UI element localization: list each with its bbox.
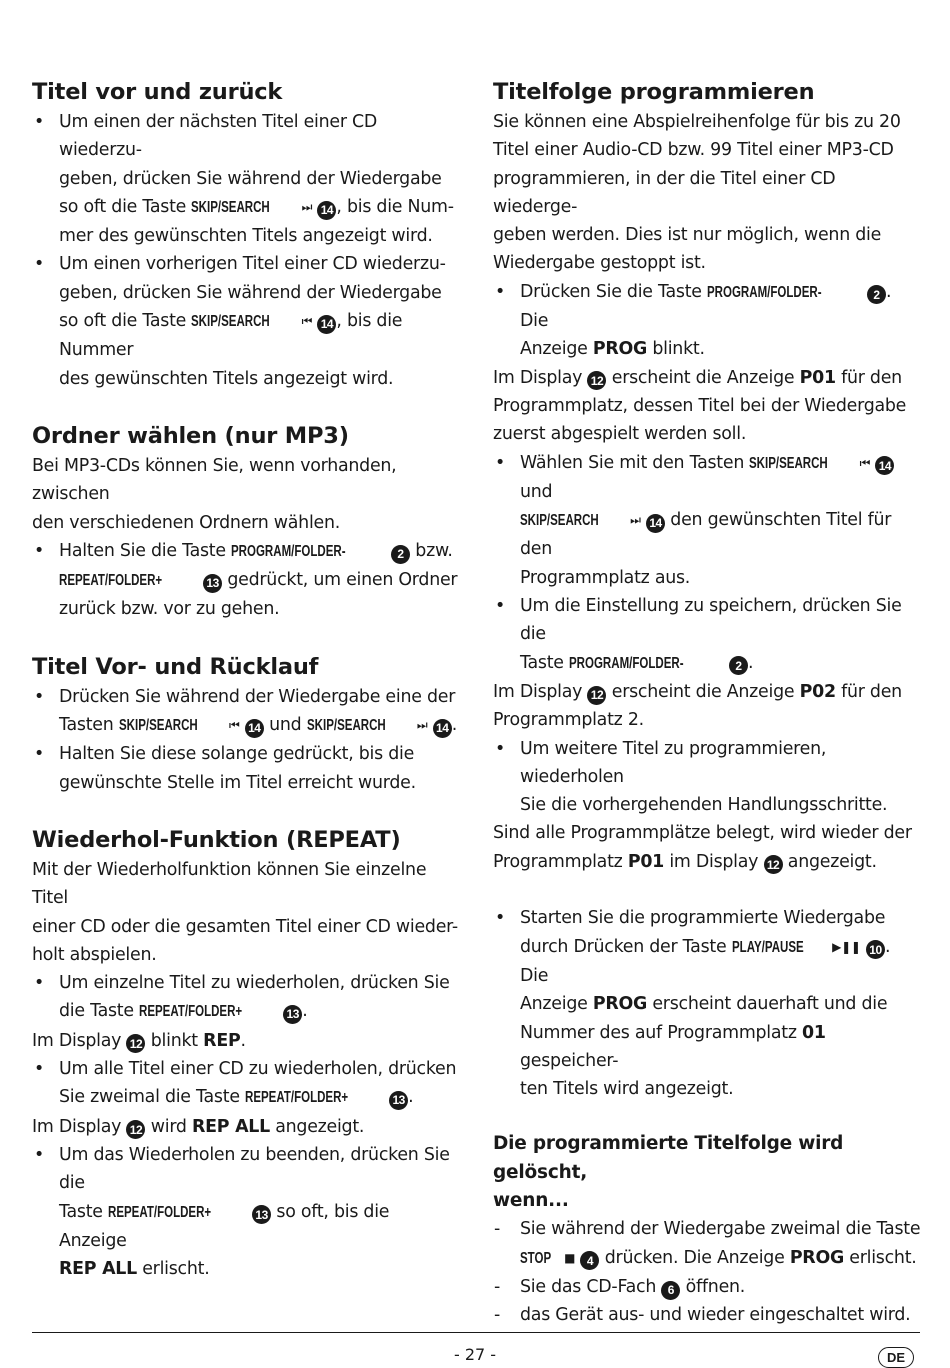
skip-back-icon: ⏮ xyxy=(301,314,313,329)
button-name: SKIP/SEARCH xyxy=(306,717,386,735)
callout-number: 12 xyxy=(126,1120,145,1139)
button-name: PROGRAM/FOLDER- xyxy=(231,542,346,560)
section-title: Titel vor und zurück xyxy=(32,79,283,105)
section-title: Titelfolge programmieren xyxy=(493,79,815,105)
paragraph: Bei MP3-CDs können Sie, wenn vorhanden, zwischen den verschiedenen Ordnern wählen. xyxy=(32,455,397,533)
list-item: • Halten Sie die Taste PROGRAM/FOLDER- 2 bzw. REPEAT/FOLDER+ 13 gedrückt, um einen Ordner zurück bzw. vor zu gehen. xyxy=(32,537,462,624)
callout-number: 13 xyxy=(283,1005,302,1024)
right-column xyxy=(493,76,921,1329)
skip-back-icon: ⏮ xyxy=(228,718,240,733)
button-name: PROGRAM/FOLDER- xyxy=(569,654,684,672)
skip-back-icon: ⏮ xyxy=(859,455,871,470)
list-item: - Sie das CD-Fach 6 öffnen. xyxy=(493,1273,921,1301)
callout-number: 12 xyxy=(126,1034,145,1053)
button-name: SKIP/SEARCH xyxy=(191,313,271,331)
button-name: REPEAT/FOLDER+ xyxy=(245,1089,349,1107)
button-name: STOP xyxy=(520,1249,552,1267)
callout-number: 13 xyxy=(203,574,222,593)
callout-number: 12 xyxy=(587,371,606,390)
display-note: Sind alle Programmplätze belegt, wird wieder der Programmplatz P01 im Display 12 angezeigt. xyxy=(493,819,921,876)
callout-number: 14 xyxy=(646,514,665,533)
callout-number: 10 xyxy=(866,940,885,959)
button-name: SKIP/SEARCH xyxy=(118,717,198,735)
list-item: • Wählen Sie mit den Tasten SKIP/SEARCH ⏮ 14 und SKIP/SEARCH ⏭ 14 den gewünschten Titel für den Programmplatz aus. xyxy=(493,449,921,592)
callout-number: 14 xyxy=(875,456,894,475)
button-name: PLAY/PAUSE xyxy=(731,938,804,956)
callout-number: 4 xyxy=(580,1251,599,1270)
callout-number: 14 xyxy=(433,719,452,738)
button-name: PROGRAM/FOLDER- xyxy=(707,283,822,301)
callout-number: 6 xyxy=(661,1281,680,1300)
subsection-title: Die programmierte Titelfolge wird gelöscht, wenn... xyxy=(493,1133,844,1211)
list-item: • Um weitere Titel zu programmieren, wiederholen Sie die vorhergehenden Handlungsschritte. xyxy=(493,735,921,820)
button-name: REPEAT/FOLDER+ xyxy=(108,1203,212,1221)
callout-number: 14 xyxy=(317,201,336,220)
page-number: - 27 - xyxy=(453,1345,497,1364)
section-title: Ordner wählen (nur MP3) xyxy=(32,422,349,449)
skip-forward-icon: ⏭ xyxy=(416,718,428,733)
left-column xyxy=(32,76,462,1283)
language-badge: DE xyxy=(878,1347,914,1368)
display-note: Im Display 12 erscheint die Anzeige P01 für den Programmplatz, dessen Titel bei der Wiedergabe zuerst abgespielt werden soll. xyxy=(493,367,907,445)
callout-number: 13 xyxy=(252,1205,271,1224)
section-title: Titel Vor- und Rücklauf xyxy=(32,653,319,680)
button-name: SKIP/SEARCH xyxy=(520,512,599,530)
callout-number: 2 xyxy=(391,545,410,564)
button-name: SKIP/SEARCH xyxy=(191,198,271,216)
play-pause-icon: ▶❚❚ xyxy=(832,939,861,954)
display-note: Im Display 12 erscheint die Anzeige P02 für den Programmplatz 2. xyxy=(493,681,902,731)
skip-forward-icon: ⏭ xyxy=(630,513,641,528)
list-item: - das Gerät aus- und wieder eingeschaltet wird. xyxy=(493,1301,921,1329)
section-title: Wiederhol-Funktion (REPEAT) xyxy=(32,826,401,853)
button-name: SKIP/SEARCH xyxy=(749,454,829,472)
callout-number: 2 xyxy=(867,285,886,304)
callout-number: 14 xyxy=(317,315,336,334)
skip-forward-icon: ⏭ xyxy=(301,199,313,214)
footer-divider xyxy=(32,1332,920,1333)
button-name: REPEAT/FOLDER+ xyxy=(139,1003,243,1021)
display-note: Im Display 12 blinkt REP. xyxy=(32,1027,462,1055)
list-item: • Um einen der nächsten Titel einer CD wiederzu- geben, drücken Sie während der Wiedergabe so oft die Taste SKIP/SEARCH ⏭ 14 , bis die Num- mer des gewünschten Titels angezeigt wird. xyxy=(32,108,462,250)
list-item: • Drücken Sie während der Wiedergabe eine der Tasten SKIP/SEARCH ⏮ 14 und SKIP/SEARCH ⏭ 14 . xyxy=(32,683,462,741)
list-item: • Um einzelne Titel zu wiederholen, drücken Sie die Taste REPEAT/FOLDER+ 13 . xyxy=(32,969,462,1027)
list-item: • Um die Einstellung zu speichern, drücken Sie die Taste PROGRAM/FOLDER- 2 . xyxy=(493,592,921,678)
callout-number: 2 xyxy=(729,656,748,675)
list-item: • Um einen vorherigen Titel einer CD wiederzu- geben, drücken Sie während der Wiedergabe so oft die Taste SKIP/SEARCH ⏮ 14 , bis die Nummer des gewünschten Titels angezeigt wird. xyxy=(32,250,462,392)
paragraph: Mit der Wiederholfunktion können Sie einzelne Titel einer CD oder die gesamten Titel einer CD wieder- holt abspielen. xyxy=(32,859,458,965)
callout-number: 14 xyxy=(245,719,264,738)
list-item: • Um das Wiederholen zu beenden, drücken Sie die Taste REPEAT/FOLDER+ 13 so oft, bis die Anzeige REP ALL erlischt. xyxy=(32,1141,462,1283)
list-item: • Drücken Sie die Taste PROGRAM/FOLDER- 2 . Die Anzeige PROG blinkt. xyxy=(493,278,921,364)
button-name: REPEAT/FOLDER+ xyxy=(59,572,163,590)
list-item: - Sie während der Wiedergabe zweimal die Taste STOP ■ 4 drücken. Die Anzeige PROG erlischt. xyxy=(493,1215,921,1273)
callout-number: 12 xyxy=(587,686,606,705)
callout-number: 13 xyxy=(389,1091,408,1110)
list-item: • Halten Sie diese solange gedrückt, bis die gewünschte Stelle im Titel erreicht wurde. xyxy=(32,740,462,797)
list-item: • Starten Sie die programmierte Wiedergabe durch Drücken der Taste PLAY/PAUSE ▶❚❚ 10 . Die Anzeige PROG erscheint dauerhaft und die Nummer des auf Programmplatz 01 gespeicher- ten Titels wird angezeigt. xyxy=(493,904,921,1103)
callout-number: 12 xyxy=(764,855,783,874)
paragraph: Sie können eine Abspielreihenfolge für bis zu 20 Titel einer Audio-CD bzw. 99 Titel einer MP3-CD programmieren, in der die Titel einer CD wiederge- geben werden. Dies ist nur möglich, wenn die Wiedergabe gestoppt ist. xyxy=(493,112,901,274)
stop-icon: ■ xyxy=(564,1250,576,1265)
list-item: • Um alle Titel einer CD zu wiederholen, drücken Sie zweimal die Taste REPEAT/FOLDER+ 13 . xyxy=(32,1055,462,1113)
display-note: Im Display 12 wird REP ALL angezeigt. xyxy=(32,1113,462,1141)
